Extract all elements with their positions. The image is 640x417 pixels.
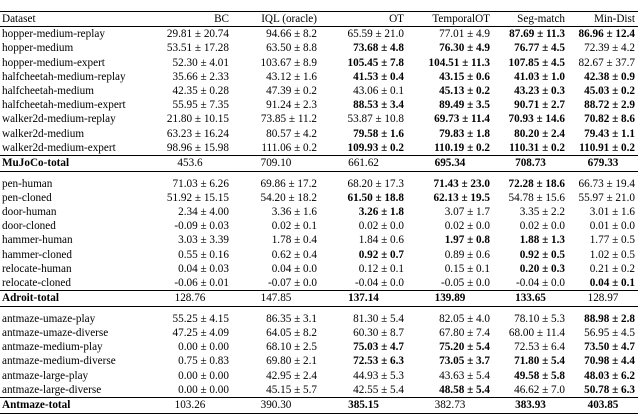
table-row <box>0 127 638 141</box>
dataset-name: MuJoCo-total <box>0 156 148 172</box>
table-cell: 98.96 ± 15.98 <box>166 141 229 154</box>
dataset-name: antmaze-large-play <box>2 369 89 382</box>
table-cell: 76.77 ± 4.5 <box>514 42 565 55</box>
table-row <box>0 98 638 112</box>
table-cell: 75.20 ± 5.4 <box>439 341 490 354</box>
table-cell: 43.15 ± 0.6 <box>439 70 490 83</box>
table-cell: 137.14 <box>320 291 407 307</box>
table-cell: 72.28 ± 18.6 <box>508 177 565 190</box>
table-row <box>0 383 638 398</box>
dataset-name: hopper-medium-replay <box>2 28 105 41</box>
table-cell: 709.10 <box>232 156 320 172</box>
table-cell: 80.20 ± 2.4 <box>514 127 565 140</box>
table-cell: 86.35 ± 3.1 <box>266 312 317 325</box>
table-cell: 82.05 ± 4.0 <box>439 312 490 325</box>
table-cell: 62.13 ± 19.5 <box>433 191 490 204</box>
table-cell: 1.78 ± 0.4 <box>271 234 317 247</box>
table-cell: 0.15 ± 0.1 <box>444 262 490 275</box>
table-cell: 90.71 ± 2.7 <box>514 99 565 112</box>
dataset-name: antmaze-umaze-diverse <box>2 327 109 340</box>
dataset-name: walker2d-medium-replay <box>2 113 116 126</box>
dataset-name: halfcheetah-medium-replay <box>2 70 126 83</box>
header-iql: IQL (oracle) <box>232 12 320 27</box>
table-cell: 0.92 ± 0.5 <box>519 248 565 261</box>
table-cell: 104.51 ± 11.3 <box>428 56 490 69</box>
table-cell: 70.98 ± 4.4 <box>584 355 635 368</box>
table-cell: 49.58 ± 5.8 <box>514 369 565 382</box>
dataset-name: door-human <box>2 206 57 219</box>
dataset-name: hammer-cloned <box>2 248 72 261</box>
table-cell: 105.45 ± 7.8 <box>347 56 404 69</box>
table-cell: 68.20 ± 17.3 <box>347 177 404 190</box>
table-cell: 110.91 ± 0.2 <box>579 141 635 154</box>
table-cell: 0.00 ± 0.00 <box>178 383 229 396</box>
table-cell: 383.93 <box>493 398 568 414</box>
table-cell: 0.12 ± 0.1 <box>358 262 404 275</box>
table-cell: 661.62 <box>320 156 407 172</box>
header-ot: OT <box>320 12 407 27</box>
table-cell: 45.13 ± 0.2 <box>439 85 490 98</box>
table-cell: 0.55 ± 0.16 <box>178 248 229 261</box>
table-cell: 43.12 ± 1.6 <box>266 70 317 83</box>
table-cell: 3.35 ± 2.2 <box>519 206 565 219</box>
table-cell: 69.80 ± 2.1 <box>266 355 317 368</box>
table-cell: 0.02 ± 0.0 <box>444 220 490 233</box>
table-cell: 111.06 ± 0.2 <box>261 141 317 154</box>
dataset-name: relocate-cloned <box>2 277 71 290</box>
table-cell: 3.07 ± 1.7 <box>444 206 490 219</box>
table-cell: 41.03 ± 1.0 <box>514 70 565 83</box>
header-seg-match: Seg-match <box>493 12 568 27</box>
header-bc: BC <box>148 12 232 27</box>
table-row <box>0 248 638 262</box>
table-cell: 63.50 ± 8.8 <box>266 42 317 55</box>
table-cell: 107.85 ± 4.5 <box>508 56 565 69</box>
table-cell: 695.34 <box>407 156 493 172</box>
table-cell: 3.26 ± 1.8 <box>358 206 404 219</box>
dataset-name: walker2d-medium <box>2 127 85 140</box>
table-cell: 1.97 ± 0.8 <box>444 234 490 247</box>
table-cell: 133.65 <box>493 291 568 307</box>
table-row <box>0 219 638 233</box>
table-cell: 382.73 <box>407 398 493 414</box>
table-cell: 69.73 ± 11.4 <box>434 113 490 126</box>
table-cell: 708.73 <box>493 156 568 172</box>
table-cell: 43.06 ± 0.1 <box>353 85 404 98</box>
table-cell: 1.77 ± 0.5 <box>589 234 635 247</box>
dataset-name: walker2d-medium-expert <box>2 141 116 154</box>
table-cell: 54.20 ± 18.2 <box>260 191 317 204</box>
table-cell: 147.85 <box>232 291 320 307</box>
table-cell: 21.80 ± 10.15 <box>166 113 229 126</box>
header-row <box>0 12 638 27</box>
dataset-name: Adroit-total <box>0 291 148 307</box>
table-cell: 65.59 ± 21.0 <box>347 28 404 41</box>
table-cell: 45.03 ± 0.2 <box>584 85 635 98</box>
table-cell: 679.33 <box>568 156 638 172</box>
table-cell: 89.49 ± 3.5 <box>439 99 490 112</box>
table-cell: 3.36 ± 1.6 <box>271 206 317 219</box>
table-row <box>0 326 638 340</box>
table-cell: 76.30 ± 4.9 <box>439 42 490 55</box>
table-cell: 385.15 <box>320 398 407 414</box>
total-row <box>0 398 638 414</box>
table-cell: 110.19 ± 0.2 <box>434 141 490 154</box>
dataset-name: pen-human <box>2 177 53 190</box>
table-cell: 44.93 ± 5.3 <box>353 369 404 382</box>
table-cell: 128.97 <box>568 291 638 307</box>
dataset-name: antmaze-medium-diverse <box>2 355 116 368</box>
table-cell: 68.00 ± 11.4 <box>508 327 565 340</box>
header-min-dist: Min-Dist <box>568 12 638 27</box>
table-cell: 66.73 ± 19.4 <box>578 177 635 190</box>
dataset-name: pen-cloned <box>2 191 52 204</box>
table-cell: -0.07 ± 0.0 <box>267 277 317 290</box>
table-cell: 86.96 ± 12.4 <box>578 28 635 41</box>
table-cell: -0.09 ± 0.03 <box>174 220 229 233</box>
table-cell: 0.04 ± 0.1 <box>589 277 635 290</box>
table-cell: 50.78 ± 6.3 <box>584 383 635 396</box>
table-cell: 403.85 <box>568 398 638 414</box>
table-row <box>0 112 638 126</box>
table-cell: 48.03 ± 6.2 <box>584 369 635 382</box>
total-row <box>0 291 638 307</box>
table-cell: 0.04 ± 0.0 <box>271 262 317 275</box>
table-cell: 42.38 ± 0.9 <box>584 70 635 83</box>
dataset-name: Antmaze-total <box>0 398 148 414</box>
table-cell: 71.43 ± 23.0 <box>433 177 490 190</box>
table-cell: 61.50 ± 18.8 <box>347 191 404 204</box>
table-row <box>0 312 638 326</box>
table-row <box>0 191 638 205</box>
table-cell: 51.92 ± 15.15 <box>166 191 229 204</box>
dataset-name: door-cloned <box>2 220 56 233</box>
table-cell: 103.67 ± 8.9 <box>260 56 317 69</box>
dataset-name: halfcheetah-medium-expert <box>2 99 126 112</box>
table-cell: 75.03 ± 4.7 <box>353 341 404 354</box>
table-row <box>0 56 638 70</box>
table-cell: 94.66 ± 8.2 <box>266 28 317 41</box>
table-cell: 82.67 ± 37.7 <box>578 56 635 69</box>
table-cell: 0.00 ± 0.00 <box>178 341 229 354</box>
table-cell: 41.53 ± 0.4 <box>353 70 404 83</box>
table-row <box>0 262 638 276</box>
table-cell: 390.30 <box>232 398 320 414</box>
table-cell: 52.30 ± 4.01 <box>172 56 229 69</box>
table-cell: 67.80 ± 7.4 <box>439 327 490 340</box>
header-dataset: Dataset <box>0 12 148 27</box>
table-cell: 69.86 ± 17.2 <box>260 177 317 190</box>
table-cell: 55.95 ± 7.35 <box>172 99 229 112</box>
table-cell: 55.25 ± 4.15 <box>172 312 229 325</box>
table-cell: 63.23 ± 16.24 <box>166 127 229 140</box>
table-cell: 78.10 ± 5.3 <box>514 312 565 325</box>
table-cell: -0.06 ± 0.01 <box>174 277 229 290</box>
table-cell: 60.30 ± 8.7 <box>353 327 404 340</box>
dataset-name: hammer-human <box>2 234 73 247</box>
table-cell: 88.53 ± 3.4 <box>353 99 404 112</box>
table-row <box>0 354 638 368</box>
table-cell: 0.02 ± 0.1 <box>271 220 317 233</box>
table-cell: 70.82 ± 8.6 <box>584 113 635 126</box>
table-cell: 68.10 ± 2.5 <box>266 341 317 354</box>
table-row <box>0 84 638 98</box>
header-temporalot: TemporalOT <box>407 12 493 27</box>
table-cell: 0.02 ± 0.0 <box>519 220 565 233</box>
dataset-name: halfcheetah-medium <box>2 85 94 98</box>
table-cell: 42.55 ± 5.4 <box>353 383 404 396</box>
table-cell: 88.98 ± 2.8 <box>584 312 635 325</box>
table-cell: 56.95 ± 4.5 <box>584 327 635 340</box>
table-cell: -0.04 ± 0.0 <box>354 277 404 290</box>
table-cell: 42.35 ± 0.28 <box>172 85 229 98</box>
results-table <box>0 11 638 414</box>
table-cell: 0.62 ± 0.4 <box>271 248 317 261</box>
table-cell: 1.02 ± 0.5 <box>589 248 635 261</box>
dataset-name: antmaze-umaze-play <box>2 312 96 325</box>
table-cell: 81.30 ± 5.4 <box>353 312 404 325</box>
table-cell: 77.01 ± 4.9 <box>439 28 490 41</box>
table-cell: -0.04 ± 0.0 <box>515 277 565 290</box>
table-cell: 110.31 ± 0.2 <box>509 141 565 154</box>
table-cell: 128.76 <box>148 291 232 307</box>
table-cell: 72.39 ± 4.2 <box>584 42 635 55</box>
table-cell: 53.51 ± 17.28 <box>166 42 229 55</box>
table-cell: 48.58 ± 5.4 <box>439 383 490 396</box>
table-cell: 103.26 <box>148 398 232 414</box>
table-cell: 53.87 ± 10.8 <box>347 113 404 126</box>
table-cell: 55.97 ± 21.0 <box>578 191 635 204</box>
table-cell: 29.81 ± 20.74 <box>166 28 229 41</box>
table-cell: 109.93 ± 0.2 <box>347 141 404 154</box>
table-cell: 45.15 ± 5.7 <box>266 383 317 396</box>
table-cell: 72.53 ± 6.3 <box>353 355 404 368</box>
table-row <box>0 340 638 354</box>
table-cell: 1.84 ± 0.6 <box>358 234 404 247</box>
caption-fragment <box>0 0 640 10</box>
table-cell: 3.01 ± 1.6 <box>589 206 635 219</box>
table-row <box>0 205 638 219</box>
table-cell: 43.63 ± 5.4 <box>439 369 490 382</box>
table-cell: 0.01 ± 0.0 <box>589 220 635 233</box>
table-cell: 79.43 ± 1.1 <box>584 127 635 140</box>
table-cell: 0.04 ± 0.03 <box>178 262 229 275</box>
table-cell: 91.24 ± 2.3 <box>266 99 317 112</box>
table-cell: 46.62 ± 7.0 <box>514 383 565 396</box>
table-row <box>0 233 638 247</box>
table-cell: 72.53 ± 6.4 <box>514 341 565 354</box>
table-row <box>0 276 638 291</box>
table-cell: 35.66 ± 2.33 <box>172 70 229 83</box>
table-cell: 79.58 ± 1.6 <box>353 127 404 140</box>
table-cell: 2.34 ± 4.00 <box>178 206 229 219</box>
table-cell: 73.50 ± 4.7 <box>584 341 635 354</box>
table-cell: 64.05 ± 8.2 <box>266 327 317 340</box>
total-row <box>0 156 638 172</box>
table-cell: 0.00 ± 0.00 <box>178 369 229 382</box>
dataset-name: antmaze-large-diverse <box>2 383 102 396</box>
dataset-name: hopper-medium <box>2 42 74 55</box>
table-row <box>0 41 638 55</box>
table-row <box>0 70 638 84</box>
table-row <box>0 141 638 156</box>
table-cell: 0.21 ± 0.2 <box>589 262 635 275</box>
table-cell: 42.95 ± 2.4 <box>266 369 317 382</box>
table-cell: 80.57 ± 4.2 <box>266 127 317 140</box>
table-cell: 3.03 ± 3.39 <box>178 234 229 247</box>
table-cell: 54.78 ± 15.6 <box>508 191 565 204</box>
table-cell: 453.6 <box>148 156 232 172</box>
table-cell: 0.20 ± 0.3 <box>519 262 565 275</box>
table-row <box>0 369 638 383</box>
table-cell: 70.93 ± 14.6 <box>508 113 565 126</box>
table-cell: 0.89 ± 0.6 <box>444 248 490 261</box>
table-row <box>0 27 638 42</box>
dataset-name: hopper-medium-expert <box>2 56 105 69</box>
table-cell: 0.02 ± 0.0 <box>358 220 404 233</box>
dataset-name: antmaze-medium-play <box>2 341 103 354</box>
table-cell: 73.68 ± 4.8 <box>353 42 404 55</box>
table-cell: 1.88 ± 1.3 <box>519 234 565 247</box>
table-cell: 47.39 ± 0.2 <box>266 85 317 98</box>
table-cell: -0.05 ± 0.0 <box>440 277 490 290</box>
table-cell: 73.05 ± 3.7 <box>439 355 490 368</box>
table-cell: 73.85 ± 11.2 <box>260 113 317 126</box>
table-cell: 43.23 ± 0.3 <box>514 85 565 98</box>
table-cell: 88.72 ± 2.9 <box>584 99 635 112</box>
table-cell: 71.03 ± 6.26 <box>172 177 229 190</box>
dataset-name: relocate-human <box>2 262 72 275</box>
table-cell: 79.83 ± 1.8 <box>439 127 490 140</box>
table-cell: 139.89 <box>407 291 493 307</box>
table-cell: 71.80 ± 5.4 <box>514 355 565 368</box>
table-row <box>0 177 638 191</box>
table-cell: 47.25 ± 4.09 <box>172 327 229 340</box>
table-cell: 87.69 ± 11.3 <box>509 28 565 41</box>
table-cell: 0.75 ± 0.83 <box>178 355 229 368</box>
table-cell: 0.92 ± 0.7 <box>358 248 404 261</box>
